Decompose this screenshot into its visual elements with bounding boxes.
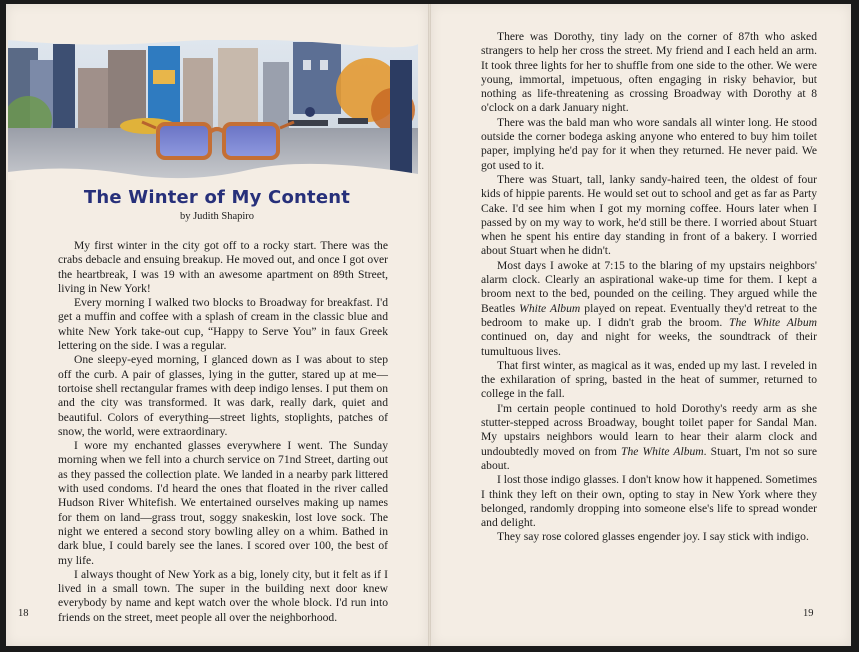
story-title: The Winter of My Content — [83, 187, 351, 208]
paragraph: They say rose colored glasses engender joy. I say stick with indigo. — [497, 530, 809, 544]
paragraph: There was the bald man who wore sandals all winter long. He stood outside the corner bodega asking anyone who entered to buy him toilet paper, implying he'd pay for it when they returned. He never paid. We got used to it. — [481, 115, 817, 172]
paragraph: Most days I awoke at 7:15 to the blaring of my upstairs neighbors' alarm clock. Clearly an aspirational wake-up time for them. I kept a broom next to the bed, pounded on the ceiling. They argued while the Beatles White Album played on repeat. Eventually they'd retreat to the bedroom to make up. I didn't grab the broom. The White Album continued on, day and night for weeks, the soundtrack of their tumultuous lives. — [481, 258, 817, 358]
paragraph: I lost those indigo glasses. I don't know how it happened. Sometimes I think they left on their own, opting to stay in New York where they belonged, randomly dropping into someone else's life to spread wonder and delight. — [481, 473, 817, 530]
right-page — [431, 4, 851, 646]
left-page — [6, 4, 428, 646]
album-title: The White Album — [621, 444, 704, 458]
album-title: The White Album — [729, 315, 817, 329]
paragraph: I'm certain people continued to hold Dorothy's reedy arm as she stutter-stepped across Broadway, bought toilet paper for Sandal Man. My upstairs neighbors would learn to hear their alarm clock and undoubtedly moved on from The White Album. Stuart, I'm not so sure about. — [481, 401, 817, 472]
paragraph: There was Stuart, tall, lanky sandy-haired teen, the oldest of four kids of hippie parents. He would set out to school and get as far as Party Cake. I'd see him when I got my morning coffee. Hours later when I passed by on my way to work, he'd still be there. I worried about Stuart when he spent his entire day standing in front of a bakery. I worried about Stuart when he didn't. — [481, 172, 817, 258]
right-body-text — [481, 30, 817, 545]
paragraph: My first winter in the city got off to a rocky start. There was the crabs debacle and ensuing breakup. He moved out, and once I got over the heartbreak, I was 19 with an awesome apartment on 89th Street, living in New York! — [58, 239, 388, 295]
author-byline: by Judith Shapiro — [179, 211, 255, 222]
paragraph: That first winter, as magical as it was, ended up my last. I reveled in the exhilaration of spring, basted in the heat of summer, returned to college in the fall. — [481, 358, 817, 401]
paragraph: One sleepy-eyed morning, I glanced down as I was about to step off the curb. A pair of glasses, lying in the gutter, stared up at me—tortoise shell rectangular frames with deep indigo lenses. I put them on and the city was transformed. It was dark, really dark, quiet and beautiful. Colors of everything—street lights, stoplights, patches of snow, the world, were extraordinary. — [58, 353, 388, 438]
paragraph: Every morning I walked two blocks to Broadway for breakfast. I'd get a muffin and coffee with a splash of cream in the classic blue and white New York take-out cup, “Happy to Serve You” in faux Greek lettering on the side. I was a regular. — [58, 296, 388, 353]
page-number-right: 19 — [803, 608, 814, 619]
paragraph: I wore my enchanted glasses everywhere I went. The Sunday morning when we fell into a church service on 71nd Street, darting out as they passed the collection plate. We landed in a nearby park littered with used condoms. I'd heard the ones that floated in the river called Hudson River Whitefish. We entertained ourselves making up names for them on land—grass trout, soggy snakeskin, lost love sock. The night we entered a second story bowling alley on a whim. Bathed in dark blue, I could barely see the lanes. I scored over 100, the best of my life. — [58, 439, 388, 567]
paragraph: I always thought of New York as a big, lonely city, but it felt as if I lived in a small town. The super in the building next door knew everybody by name and kept watch over the whole block. I'd run into friends on the street, meet people all over the neighborhood. — [58, 567, 388, 624]
left-body-text — [58, 239, 388, 625]
city-glasses-illustration — [8, 40, 418, 180]
album-title: White Album — [519, 301, 581, 315]
paragraph: There was Dorothy, tiny lady on the corner of 87th who asked strangers to help her cross the street. My friend and I each held an arm. It took three lights for her to shuffle from one side to the other. We were young, immortal, impetuous, often engaging in risky behavior, but nothing as life-threatening as crossing Broadway with Dorothy at 8 o'clock on a dark January night. — [481, 30, 817, 115]
page-number-left: 18 — [18, 608, 29, 619]
